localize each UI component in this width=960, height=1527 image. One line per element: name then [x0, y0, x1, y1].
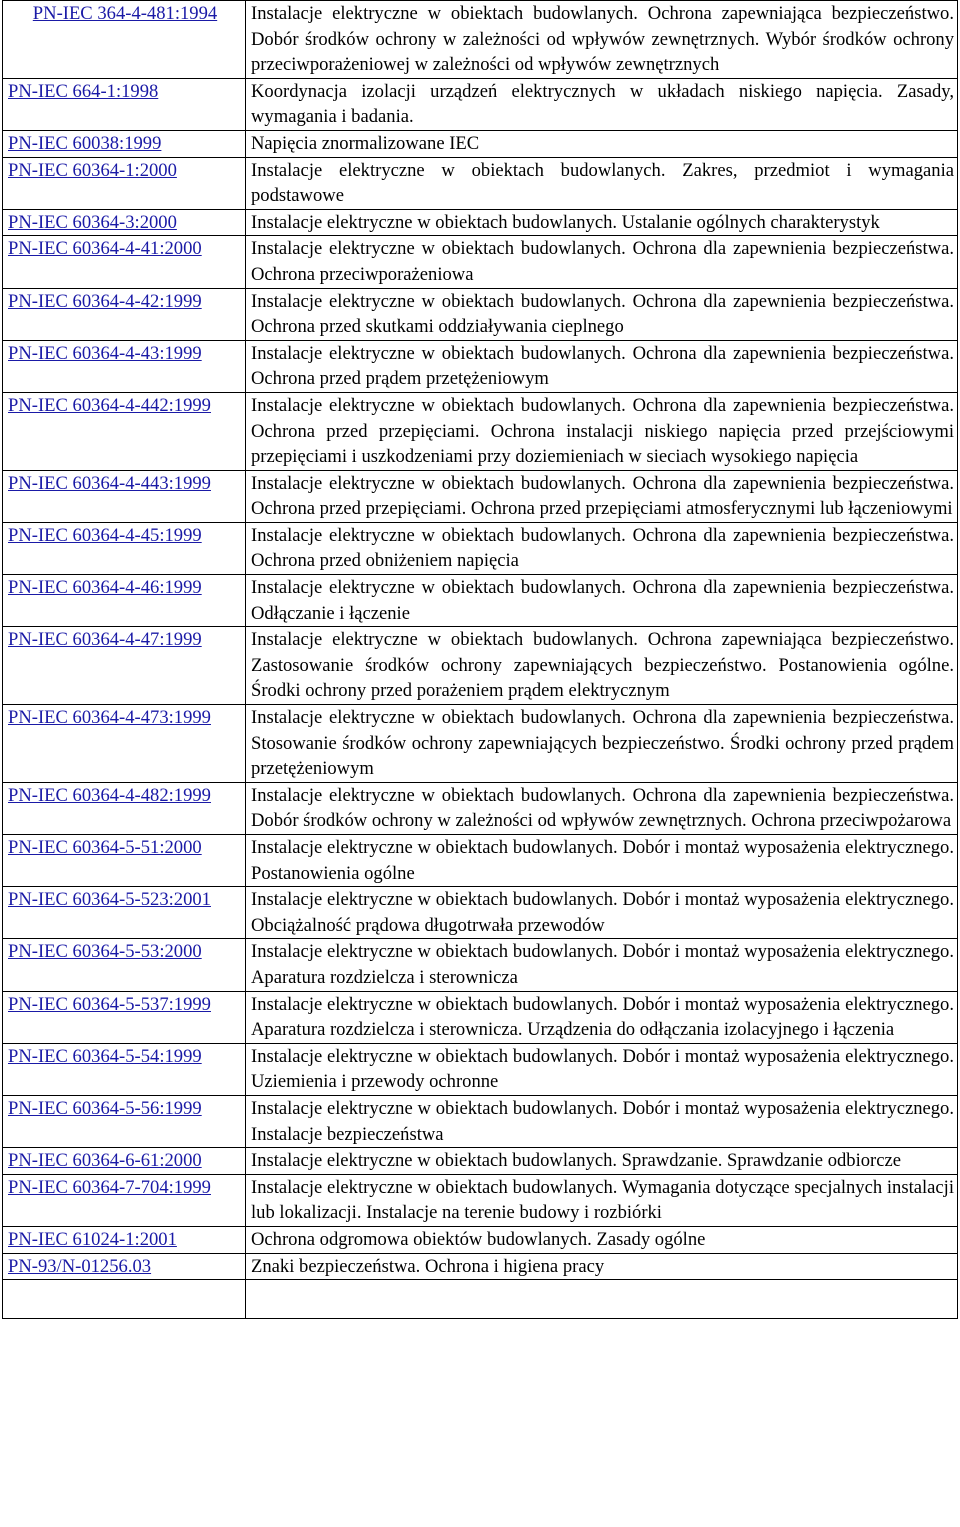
standard-code-link[interactable]: PN-IEC 60364-3:2000 [8, 211, 177, 233]
standard-code-cell [3, 705, 246, 783]
standard-description: Koordynacja izolacji urządzeń elektrycznych w układach niskiego napięcia. Zasady, wymagania i badania. [246, 78, 958, 130]
standard-code-cell [3, 340, 246, 392]
standard-code-link[interactable]: PN-IEC 60364-4-442:1999 [8, 394, 211, 416]
standard-row [3, 1095, 958, 1147]
empty-code-cell [3, 1280, 246, 1319]
standard-code-cell [3, 288, 246, 340]
standard-code-link[interactable]: PN-IEC 60364-4-45:1999 [8, 524, 202, 546]
standard-row [3, 939, 958, 991]
standard-description: Instalacje elektryczne w obiektach budowlanych. Ochrona dla zapewnienia bezpieczeństwa. Dobór środków ochrony w zależności od wpływów zewnętrznych. Ochrona przeciwpożarowa [246, 782, 958, 834]
standard-code-link[interactable]: PN-IEC 60364-4-482:1999 [8, 784, 211, 806]
standard-description: Instalacje elektryczne w obiektach budowlanych. Zakres, przedmiot i wymagania podstawowe [246, 157, 958, 209]
standard-row [3, 1253, 958, 1280]
standard-description: Instalacje elektryczne w obiektach budowlanych. Ochrona dla zapewnienia bezpieczeństwa. Ochrona przed przepięciami. Ochrona przed przepięciami atmosferycznymi lub łączeniowymi [246, 470, 958, 522]
standard-code-link[interactable]: PN-IEC 60364-4-443:1999 [8, 472, 211, 494]
standard-description: Napięcia znormalizowane IEC [246, 130, 958, 157]
standard-code-cell [3, 1095, 246, 1147]
standard-code-link[interactable]: PN-IEC 60364-5-537:1999 [8, 993, 211, 1015]
standard-code-link[interactable]: PN-IEC 61024-1:2001 [8, 1228, 177, 1250]
standard-code-cell [3, 835, 246, 887]
empty-row [3, 1280, 958, 1319]
standard-code-link[interactable]: PN-IEC 60364-5-56:1999 [8, 1097, 202, 1119]
standard-row [3, 1043, 958, 1095]
standard-description: Instalacje elektryczne w obiektach budowlanych. Dobór i montaż wyposażenia elektrycznego. Obciążalność prądowa długotrwała przewodów [246, 887, 958, 939]
standards-table-body [3, 1, 958, 1319]
standard-code-link[interactable]: PN-IEC 60364-1:2000 [8, 159, 177, 181]
standard-row [3, 130, 958, 157]
standard-row [3, 627, 958, 705]
standard-code-link[interactable]: PN-IEC 60364-5-51:2000 [8, 837, 202, 858]
standard-code-cell [3, 392, 246, 470]
standard-description: Instalacje elektryczne w obiektach budowlanych. Dobór i montaż wyposażenia elektrycznego. Postanowienia ogólne [246, 835, 958, 887]
standard-code-link[interactable]: PN-93/N-01256.03 [8, 1255, 152, 1277]
standard-code-link[interactable]: PN-IEC 60364-4-47:1999 [8, 629, 202, 651]
standard-row [3, 575, 958, 627]
standard-row [3, 340, 958, 392]
standard-description: Instalacje elektryczne w obiektach budowlanych. Ustalanie ogólnych charakterystyk [246, 209, 958, 236]
standard-row [3, 1, 958, 79]
standard-code-link[interactable]: PN-IEC 60364-5-54:1999 [8, 1045, 202, 1067]
standard-row [3, 522, 958, 574]
standard-row [3, 782, 958, 834]
standard-description: Instalacje elektryczne w obiektach budowlanych. Ochrona dla zapewnienia bezpieczeństwa. Ochrona przeciwporażeniowa [246, 236, 958, 288]
standard-description: Instalacje elektryczne w obiektach budowlanych. Ochrona dla zapewnienia bezpieczeństwa. Ochrona przed skutkami oddziaływania cieplnego [246, 288, 958, 340]
standards-table [2, 0, 958, 1319]
standard-code-cell [3, 1, 246, 79]
standard-description: Instalacje elektryczne w obiektach budowlanych. Ochrona dla zapewnienia bezpieczeństwa. Ochrona przed prądem przetężeniowym [246, 340, 958, 392]
standard-row [3, 392, 958, 470]
standard-description: Instalacje elektryczne w obiektach budowlanych. Sprawdzanie. Sprawdzanie odbiorcze [246, 1148, 958, 1175]
standard-row [3, 705, 958, 783]
standard-code-cell [3, 130, 246, 157]
standard-description: Instalacje elektryczne w obiektach budowlanych. Dobór i montaż wyposażenia elektrycznego. Instalacje bezpieczeństwa [246, 1095, 958, 1147]
standard-description: Instalacje elektryczne w obiektach budowlanych. Ochrona dla zapewnienia bezpieczeństwa. Stosowanie środków ochrony zapewniających bezpieczeństwo. Środki ochrony przed prądem przetężeniowym [246, 705, 958, 783]
standard-code-link[interactable]: PN-IEC 60364-4-473:1999 [8, 707, 211, 729]
standard-row [3, 236, 958, 288]
standard-description: Instalacje elektryczne w obiektach budowlanych. Dobór i montaż wyposażenia elektrycznego. Aparatura rozdzielcza i sterownicza [246, 939, 958, 991]
standard-row [3, 1174, 958, 1226]
standard-code-cell [3, 78, 246, 130]
standard-description: Instalacje elektryczne w obiektach budowlanych. Ochrona dla zapewnienia bezpieczeństwa. Odłączanie i łączenie [246, 575, 958, 627]
standard-code-link[interactable]: PN-IEC 60038:1999 [8, 132, 162, 154]
standard-description: Znaki bezpieczeństwa. Ochrona i higiena pracy [246, 1253, 958, 1280]
standard-description: Instalacje elektryczne w obiektach budowlanych. Ochrona dla zapewnienia bezpieczeństwa. Ochrona przed obniżeniem napięcia [246, 522, 958, 574]
standard-row [3, 470, 958, 522]
standard-code-cell [3, 1174, 246, 1226]
standard-row [3, 1226, 958, 1253]
standard-code-cell [3, 1226, 246, 1253]
standard-code-cell [3, 782, 246, 834]
standard-row [3, 78, 958, 130]
standard-code-cell [3, 209, 246, 236]
standard-description: Instalacje elektryczne w obiektach budowlanych. Ochrona zapewniająca bezpieczeństwo. Zastosowanie środków ochrony zapewniających bezpieczeństwo. Postanowienia ogólne. Środki ochrony przed porażeniem prądem elektrycznym [246, 627, 958, 705]
standard-code-link[interactable]: PN-IEC 664-1:1998 [8, 80, 159, 102]
standard-row [3, 835, 958, 887]
standard-code-cell [3, 939, 246, 991]
standard-description: Ochrona odgromowa obiektów budowlanych. Zasady ogólne [246, 1226, 958, 1253]
empty-description-cell [246, 1280, 958, 1319]
standard-code-link[interactable]: PN-IEC 364-4-481:1994 [32, 3, 218, 24]
standard-code-link[interactable]: PN-IEC 60364-4-43:1999 [8, 342, 202, 364]
standard-code-link[interactable]: PN-IEC 60364-6-61:2000 [8, 1150, 202, 1172]
standard-description: Instalacje elektryczne w obiektach budowlanych. Ochrona zapewniająca bezpieczeństwo. Dobór środków ochrony w zależności od wpływów zewnętrznych. Wybór środków ochrony przeciwporażeniowej w zależności od wpływów zewnętrznych [246, 1, 958, 79]
standard-code-link[interactable]: PN-IEC 60364-4-46:1999 [8, 577, 202, 599]
standard-code-cell [3, 627, 246, 705]
standard-row [3, 1148, 958, 1175]
standard-row [3, 157, 958, 209]
standard-code-cell [3, 1253, 246, 1280]
standard-row [3, 991, 958, 1043]
standard-row [3, 288, 958, 340]
standard-code-cell [3, 236, 246, 288]
standard-code-link[interactable]: PN-IEC 60364-4-42:1999 [8, 290, 202, 312]
standard-code-cell [3, 1043, 246, 1095]
standard-code-cell [3, 522, 246, 574]
standard-row [3, 209, 958, 236]
standard-code-cell [3, 1148, 246, 1175]
standard-row [3, 887, 958, 939]
standard-description: Instalacje elektryczne w obiektach budowlanych. Wymagania dotyczące specjalnych instalacji lub lokalizacji. Instalacje na terenie budowy i rozbiórki [246, 1174, 958, 1226]
standard-code-cell [3, 887, 246, 939]
standard-code-cell [3, 157, 246, 209]
standard-code-cell [3, 575, 246, 627]
standard-code-cell [3, 470, 246, 522]
standard-code-link[interactable]: PN-IEC 60364-7-704:1999 [8, 1176, 211, 1198]
standard-description: Instalacje elektryczne w obiektach budowlanych. Dobór i montaż wyposażenia elektrycznego. Uziemienia i przewody ochronne [246, 1043, 958, 1095]
standard-code-link[interactable]: PN-IEC 60364-4-41:2000 [8, 238, 202, 260]
standard-description: Instalacje elektryczne w obiektach budowlanych. Ochrona dla zapewnienia bezpieczeństwa. Ochrona przed przepięciami. Ochrona instalacji niskiego napięcia przed przejściowymi przepięciami i uszkodzeniami przy doziemieniach w sieciach wysokiego napięcia [246, 392, 958, 470]
standard-code-link[interactable]: PN-IEC 60364-5-523:2001 [8, 889, 211, 911]
standard-code-cell [3, 991, 246, 1043]
standard-description: Instalacje elektryczne w obiektach budowlanych. Dobór i montaż wyposażenia elektrycznego. Aparatura rozdzielcza i sterownicza. Urządzenia do odłączania izolacyjnego i łączenia [246, 991, 958, 1043]
standard-code-link[interactable]: PN-IEC 60364-5-53:2000 [8, 941, 202, 963]
